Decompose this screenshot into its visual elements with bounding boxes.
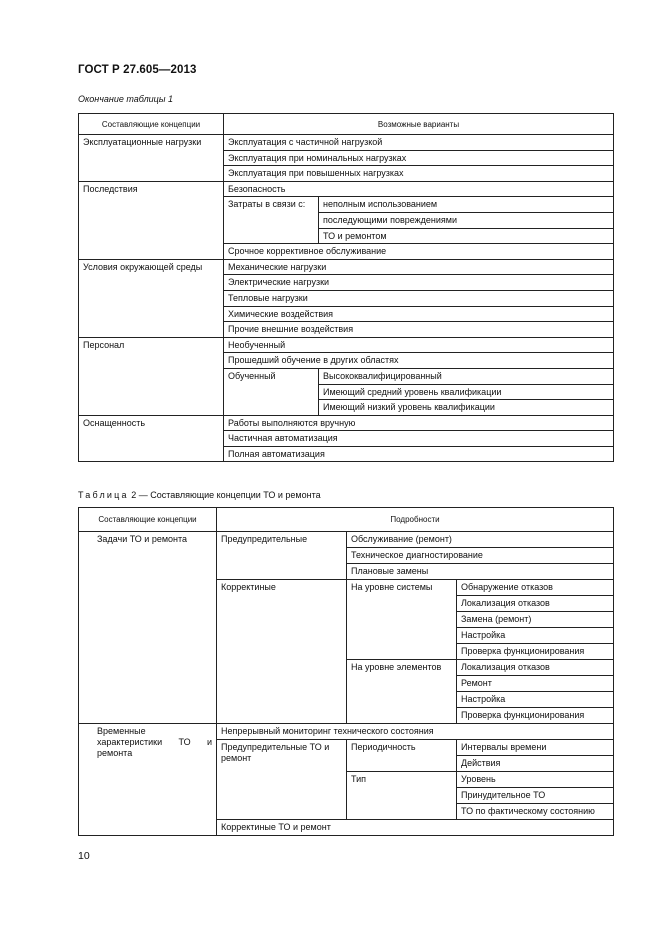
table2-cell: На уровне элементов [347, 660, 457, 724]
table1-cell: Механические нагрузки [224, 259, 614, 275]
table1-group-environment: Условия окружающей среды [79, 259, 224, 337]
table2-cell: Локализация отказов [457, 660, 614, 676]
table1-group-consequences: Последствия [79, 181, 224, 259]
table1-cell: Частичная автоматизация [224, 431, 614, 447]
table1-cell: Тепловые нагрузки [224, 290, 614, 306]
table2-cell: Проверка функционирования [457, 644, 614, 660]
table1-group-personnel: Персонал [79, 337, 224, 415]
table2-cell: Проверка функционирования [457, 708, 614, 724]
table-continuation-label: Окончание таблицы 1 [78, 94, 173, 104]
table1-cell: неполным использованием [319, 197, 614, 213]
table1-header-col2: Возможные варианты [224, 114, 614, 135]
table2-caption [78, 490, 321, 500]
table2-cell: Предупредительные ТО и ремонт [217, 740, 347, 820]
table2-cell: На уровне системы [347, 580, 457, 660]
table1-header-col1: Составляющие концепции [79, 114, 224, 135]
table2-cell: Тип [347, 772, 457, 820]
table1-cell: Эксплуатация при повышенных нагрузках [224, 166, 614, 182]
table1-cell: Полная автоматизация [224, 446, 614, 462]
table1-cell: Прочие внешние воздействия [224, 322, 614, 338]
table1-cell: ТО и ремонтом [319, 228, 614, 244]
table2-cell: ТО по фактическому состоянию [457, 804, 614, 820]
table2-caption-text: 2 — Составляющие концепции ТО и ремонта [131, 490, 321, 500]
table1-cell: Имеющий низкий уровень квалификации [319, 400, 614, 416]
table2-cell: Действия [457, 756, 614, 772]
document-header: ГОСТ Р 27.605—2013 [78, 64, 197, 76]
table1-cell: Химические воздействия [224, 306, 614, 322]
table1-cell: Необученный [224, 337, 614, 353]
table2-cell: Техническое диагностирование [347, 548, 614, 564]
table1-cell: Имеющий средний уровень квалификации [319, 384, 614, 400]
table2-caption-label: Таблица [78, 490, 129, 500]
table2-cell: Обнаружение отказов [457, 580, 614, 596]
table2-cell: Корректиные ТО и ремонт [217, 820, 614, 836]
table2-cell: Локализация отказов [457, 596, 614, 612]
table2-cell: Замена (ремонт) [457, 612, 614, 628]
table2-cell: Обслуживание (ремонт) [347, 532, 614, 548]
table2-cell: Настройка [457, 628, 614, 644]
table1-cell: последующими повреждениями [319, 212, 614, 228]
table1-cell: Высококвалифицированный [319, 368, 614, 384]
table2-cell: Плановые замены [347, 564, 614, 580]
table1-cell: Обученный [224, 368, 319, 415]
table1-cell: Эксплуатация с частичной нагрузкой [224, 135, 614, 151]
table-1 [78, 113, 614, 462]
table1-cell: Безопасность [224, 181, 614, 197]
page-number: 10 [78, 850, 90, 862]
table1-cell: Эксплуатация при номинальных нагрузках [224, 150, 614, 166]
table1-group-equipment: Оснащенность [79, 415, 224, 462]
table1-group-loads: Эксплуатационные нагрузки [79, 135, 224, 182]
table2-cell: Ремонт [457, 676, 614, 692]
table2-cell: Настройка [457, 692, 614, 708]
table1-cell: Работы выполняются вручную [224, 415, 614, 431]
table2-header-col2: Подробности [217, 508, 614, 532]
table1-cell: Прошедший обучение в других областях [224, 353, 614, 369]
table1-cell: Срочное коррективное обслуживание [224, 244, 614, 260]
table2-group-tasks: Задачи ТО и ремонта [79, 532, 217, 724]
table1-cell: Затраты в связи с: [224, 197, 319, 244]
table2-header-col1: Составляющие концепции [79, 508, 217, 532]
table2-cell: Корректиные [217, 580, 347, 724]
table1-cell: Электрические нагрузки [224, 275, 614, 291]
table2-group-timing: Временные характеристики ТО и ремонта [79, 724, 217, 836]
table2-cell: Принудительное ТО [457, 788, 614, 804]
table2-cell: Уровень [457, 772, 614, 788]
table2-cell: Интервалы времени [457, 740, 614, 756]
table2-cell: Периодичность [347, 740, 457, 772]
table-2 [78, 507, 614, 836]
table2-cell: Предупредительные [217, 532, 347, 580]
table2-cell: Непрерывный мониторинг технического состояния [217, 724, 614, 740]
